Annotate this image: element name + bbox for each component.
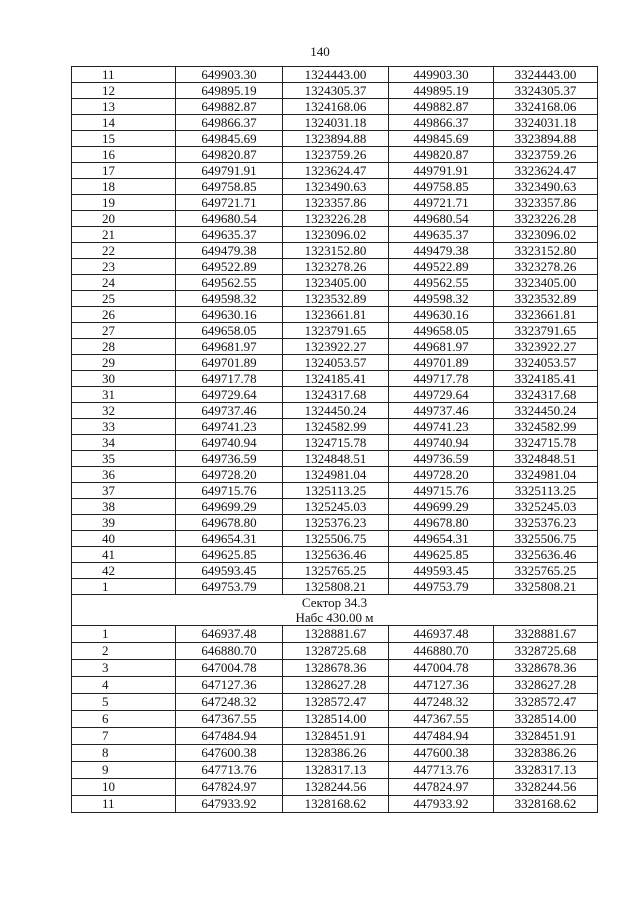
table-body-bottom <box>72 626 598 813</box>
table-row <box>72 626 598 643</box>
x-coordinate-cell: 649678.80 <box>176 515 283 531</box>
x-local-cell: 449895.19 <box>389 83 494 99</box>
x-coordinate-cell: 649740.94 <box>176 435 283 451</box>
x-coordinate-cell: 647600.38 <box>176 745 283 762</box>
y-coordinate-cell: 1324715.78 <box>283 435 389 451</box>
y-local-cell: 3325245.03 <box>494 499 598 515</box>
x-coordinate-cell: 649866.37 <box>176 115 283 131</box>
table-row <box>72 339 598 355</box>
table-row <box>72 83 598 99</box>
y-coordinate-cell: 1323532.89 <box>283 291 389 307</box>
y-coordinate-cell: 1323152.80 <box>283 243 389 259</box>
y-coordinate-cell: 1323894.88 <box>283 131 389 147</box>
point-number-cell: 9 <box>72 762 176 779</box>
y-coordinate-cell: 1323490.63 <box>283 179 389 195</box>
y-coordinate-cell: 1328168.62 <box>283 796 389 813</box>
x-local-cell: 449882.87 <box>389 99 494 115</box>
table-row <box>72 323 598 339</box>
table-row <box>72 762 598 779</box>
y-local-cell: 3328881.67 <box>494 626 598 643</box>
x-local-cell: 449728.20 <box>389 467 494 483</box>
x-coordinate-cell: 647127.36 <box>176 677 283 694</box>
x-coordinate-cell: 649715.76 <box>176 483 283 499</box>
y-local-cell: 3328386.26 <box>494 745 598 762</box>
y-coordinate-cell: 1328881.67 <box>283 626 389 643</box>
table-body-top <box>72 67 598 595</box>
x-coordinate-cell: 649681.97 <box>176 339 283 355</box>
x-local-cell: 449658.05 <box>389 323 494 339</box>
y-coordinate-cell: 1324305.37 <box>283 83 389 99</box>
point-number-cell: 3 <box>72 660 176 677</box>
point-number-cell: 6 <box>72 711 176 728</box>
y-local-cell: 3323357.86 <box>494 195 598 211</box>
x-local-cell: 449625.85 <box>389 547 494 563</box>
x-local-cell: 449630.16 <box>389 307 494 323</box>
table-row <box>72 779 598 796</box>
y-local-cell: 3325808.21 <box>494 579 598 595</box>
table-row <box>72 579 598 595</box>
y-coordinate-cell: 1325245.03 <box>283 499 389 515</box>
x-coordinate-cell: 647248.32 <box>176 694 283 711</box>
x-local-cell: 447484.94 <box>389 728 494 745</box>
x-local-cell: 447367.55 <box>389 711 494 728</box>
y-local-cell: 3328514.00 <box>494 711 598 728</box>
x-local-cell: 449678.80 <box>389 515 494 531</box>
y-coordinate-cell: 1323759.26 <box>283 147 389 163</box>
point-number-cell: 31 <box>72 387 176 403</box>
x-coordinate-cell: 649753.79 <box>176 579 283 595</box>
y-coordinate-cell: 1324317.68 <box>283 387 389 403</box>
x-local-cell: 449820.87 <box>389 147 494 163</box>
x-coordinate-cell: 649791.91 <box>176 163 283 179</box>
y-coordinate-cell: 1323405.00 <box>283 275 389 291</box>
table-row <box>72 275 598 291</box>
table-row <box>72 195 598 211</box>
y-coordinate-cell: 1324582.99 <box>283 419 389 435</box>
y-local-cell: 3323096.02 <box>494 227 598 243</box>
y-local-cell: 3328678.36 <box>494 660 598 677</box>
table-row <box>72 451 598 467</box>
x-local-cell: 449866.37 <box>389 115 494 131</box>
y-coordinate-cell: 1328725.68 <box>283 643 389 660</box>
x-coordinate-cell: 649717.78 <box>176 371 283 387</box>
y-coordinate-cell: 1324981.04 <box>283 467 389 483</box>
table-row <box>72 67 598 83</box>
y-local-cell: 3323922.27 <box>494 339 598 355</box>
y-local-cell: 3328451.91 <box>494 728 598 745</box>
point-number-cell: 11 <box>72 796 176 813</box>
table-row <box>72 643 598 660</box>
point-number-cell: 1 <box>72 579 176 595</box>
y-local-cell: 3324715.78 <box>494 435 598 451</box>
coordinates-table <box>71 66 598 813</box>
x-local-cell: 449562.55 <box>389 275 494 291</box>
x-local-cell: 447004.78 <box>389 660 494 677</box>
y-local-cell: 3323226.28 <box>494 211 598 227</box>
y-local-cell: 3328627.28 <box>494 677 598 694</box>
point-number-cell: 18 <box>72 179 176 195</box>
x-local-cell: 449736.59 <box>389 451 494 467</box>
x-coordinate-cell: 649729.64 <box>176 387 283 403</box>
y-local-cell: 3323405.00 <box>494 275 598 291</box>
point-number-cell: 41 <box>72 547 176 563</box>
y-local-cell: 3328317.13 <box>494 762 598 779</box>
y-coordinate-cell: 1323624.47 <box>283 163 389 179</box>
y-local-cell: 3328572.47 <box>494 694 598 711</box>
table-row <box>72 660 598 677</box>
table-row <box>72 387 598 403</box>
x-coordinate-cell: 649736.59 <box>176 451 283 467</box>
y-coordinate-cell: 1323357.86 <box>283 195 389 211</box>
x-coordinate-cell: 649845.69 <box>176 131 283 147</box>
table-row <box>72 179 598 195</box>
point-number-cell: 19 <box>72 195 176 211</box>
y-coordinate-cell: 1325636.46 <box>283 547 389 563</box>
point-number-cell: 23 <box>72 259 176 275</box>
table-row <box>72 131 598 147</box>
x-local-cell: 449715.76 <box>389 483 494 499</box>
y-coordinate-cell: 1323096.02 <box>283 227 389 243</box>
x-coordinate-cell: 649699.29 <box>176 499 283 515</box>
y-coordinate-cell: 1324185.41 <box>283 371 389 387</box>
y-local-cell: 3323624.47 <box>494 163 598 179</box>
y-local-cell: 3323791.65 <box>494 323 598 339</box>
x-local-cell: 449740.94 <box>389 435 494 451</box>
section-title: Сектор 34.3 <box>301 595 368 610</box>
x-coordinate-cell: 649721.71 <box>176 195 283 211</box>
x-coordinate-cell: 649598.32 <box>176 291 283 307</box>
point-number-cell: 2 <box>72 643 176 660</box>
x-coordinate-cell: 647004.78 <box>176 660 283 677</box>
y-local-cell: 3323759.26 <box>494 147 598 163</box>
point-number-cell: 1 <box>72 626 176 643</box>
point-number-cell: 8 <box>72 745 176 762</box>
x-coordinate-cell: 649903.30 <box>176 67 283 83</box>
y-coordinate-cell: 1324168.06 <box>283 99 389 115</box>
y-coordinate-cell: 1324450.24 <box>283 403 389 419</box>
y-local-cell: 3323661.81 <box>494 307 598 323</box>
y-local-cell: 3328244.56 <box>494 779 598 796</box>
x-local-cell: 446880.70 <box>389 643 494 660</box>
table-row <box>72 483 598 499</box>
y-coordinate-cell: 1325113.25 <box>283 483 389 499</box>
x-coordinate-cell: 649728.20 <box>176 467 283 483</box>
table-row <box>72 371 598 387</box>
x-coordinate-cell: 649630.16 <box>176 307 283 323</box>
y-local-cell: 3328725.68 <box>494 643 598 660</box>
y-coordinate-cell: 1324031.18 <box>283 115 389 131</box>
point-number-cell: 16 <box>72 147 176 163</box>
y-coordinate-cell: 1328451.91 <box>283 728 389 745</box>
table-row <box>72 467 598 483</box>
x-coordinate-cell: 649654.31 <box>176 531 283 547</box>
point-number-cell: 15 <box>72 131 176 147</box>
point-number-cell: 29 <box>72 355 176 371</box>
table-row <box>72 227 598 243</box>
point-number-cell: 40 <box>72 531 176 547</box>
x-local-cell: 449522.89 <box>389 259 494 275</box>
x-local-cell: 449635.37 <box>389 227 494 243</box>
x-coordinate-cell: 649635.37 <box>176 227 283 243</box>
x-coordinate-cell: 649741.23 <box>176 419 283 435</box>
x-local-cell: 446937.48 <box>389 626 494 643</box>
point-number-cell: 7 <box>72 728 176 745</box>
table-row <box>72 307 598 323</box>
y-coordinate-cell: 1328572.47 <box>283 694 389 711</box>
x-coordinate-cell: 647484.94 <box>176 728 283 745</box>
point-number-cell: 34 <box>72 435 176 451</box>
table-row <box>72 163 598 179</box>
x-local-cell: 447248.32 <box>389 694 494 711</box>
table-row <box>72 745 598 762</box>
y-local-cell: 3323278.26 <box>494 259 598 275</box>
y-coordinate-cell: 1328678.36 <box>283 660 389 677</box>
x-local-cell: 447713.76 <box>389 762 494 779</box>
table-row <box>72 435 598 451</box>
y-local-cell: 3328168.62 <box>494 796 598 813</box>
y-local-cell: 3325765.25 <box>494 563 598 579</box>
y-local-cell: 3325113.25 <box>494 483 598 499</box>
x-coordinate-cell: 649562.55 <box>176 275 283 291</box>
table-row <box>72 677 598 694</box>
x-coordinate-cell: 646937.48 <box>176 626 283 643</box>
point-number-cell: 10 <box>72 779 176 796</box>
section-row <box>72 595 598 626</box>
point-number-cell: 25 <box>72 291 176 307</box>
y-local-cell: 3324443.00 <box>494 67 598 83</box>
table-row <box>72 711 598 728</box>
x-local-cell: 449737.46 <box>389 403 494 419</box>
y-local-cell: 3323894.88 <box>494 131 598 147</box>
x-coordinate-cell: 647367.55 <box>176 711 283 728</box>
table-row <box>72 728 598 745</box>
table-row <box>72 291 598 307</box>
section-cell <box>72 595 598 626</box>
x-coordinate-cell: 649625.85 <box>176 547 283 563</box>
y-coordinate-cell: 1328317.13 <box>283 762 389 779</box>
y-local-cell: 3323152.80 <box>494 243 598 259</box>
point-number-cell: 27 <box>72 323 176 339</box>
y-local-cell: 3324317.68 <box>494 387 598 403</box>
y-coordinate-cell: 1328514.00 <box>283 711 389 728</box>
x-coordinate-cell: 649479.38 <box>176 243 283 259</box>
x-local-cell: 449598.32 <box>389 291 494 307</box>
x-coordinate-cell: 649820.87 <box>176 147 283 163</box>
point-number-cell: 42 <box>72 563 176 579</box>
x-coordinate-cell: 649701.89 <box>176 355 283 371</box>
point-number-cell: 28 <box>72 339 176 355</box>
x-coordinate-cell: 649895.19 <box>176 83 283 99</box>
x-local-cell: 449845.69 <box>389 131 494 147</box>
x-local-cell: 449699.29 <box>389 499 494 515</box>
table-row <box>72 531 598 547</box>
y-coordinate-cell: 1325376.23 <box>283 515 389 531</box>
y-coordinate-cell: 1325765.25 <box>283 563 389 579</box>
x-local-cell: 449741.23 <box>389 419 494 435</box>
x-local-cell: 447600.38 <box>389 745 494 762</box>
y-local-cell: 3324185.41 <box>494 371 598 387</box>
x-local-cell: 447127.36 <box>389 677 494 694</box>
x-coordinate-cell: 649522.89 <box>176 259 283 275</box>
y-coordinate-cell: 1324053.57 <box>283 355 389 371</box>
x-local-cell: 449791.91 <box>389 163 494 179</box>
table-row <box>72 115 598 131</box>
page-number: 140 <box>310 44 330 59</box>
y-coordinate-cell: 1328627.28 <box>283 677 389 694</box>
table-row <box>72 419 598 435</box>
table-row <box>72 147 598 163</box>
x-local-cell: 447933.92 <box>389 796 494 813</box>
table-row <box>72 243 598 259</box>
table-row <box>72 547 598 563</box>
y-coordinate-cell: 1325506.75 <box>283 531 389 547</box>
table-row <box>72 499 598 515</box>
y-local-cell: 3324848.51 <box>494 451 598 467</box>
x-local-cell: 449681.97 <box>389 339 494 355</box>
point-number-cell: 22 <box>72 243 176 259</box>
table-row <box>72 211 598 227</box>
point-number-cell: 24 <box>72 275 176 291</box>
y-local-cell: 3325506.75 <box>494 531 598 547</box>
point-number-cell: 5 <box>72 694 176 711</box>
point-number-cell: 33 <box>72 419 176 435</box>
x-local-cell: 449903.30 <box>389 67 494 83</box>
table-row <box>72 259 598 275</box>
point-number-cell: 20 <box>72 211 176 227</box>
y-local-cell: 3324450.24 <box>494 403 598 419</box>
x-local-cell: 447824.97 <box>389 779 494 796</box>
table-row <box>72 515 598 531</box>
x-local-cell: 449479.38 <box>389 243 494 259</box>
y-local-cell: 3325636.46 <box>494 547 598 563</box>
y-local-cell: 3324053.57 <box>494 355 598 371</box>
x-coordinate-cell: 649680.54 <box>176 211 283 227</box>
x-local-cell: 449753.79 <box>389 579 494 595</box>
y-coordinate-cell: 1323278.26 <box>283 259 389 275</box>
section-header <box>72 595 598 626</box>
table-row <box>72 563 598 579</box>
y-local-cell: 3324981.04 <box>494 467 598 483</box>
x-coordinate-cell: 647824.97 <box>176 779 283 796</box>
y-coordinate-cell: 1328244.56 <box>283 779 389 796</box>
point-number-cell: 35 <box>72 451 176 467</box>
point-number-cell: 13 <box>72 99 176 115</box>
table-row <box>72 403 598 419</box>
point-number-cell: 32 <box>72 403 176 419</box>
x-coordinate-cell: 646880.70 <box>176 643 283 660</box>
x-coordinate-cell: 649882.87 <box>176 99 283 115</box>
y-local-cell: 3323532.89 <box>494 291 598 307</box>
x-local-cell: 449680.54 <box>389 211 494 227</box>
point-number-cell: 36 <box>72 467 176 483</box>
y-local-cell: 3324582.99 <box>494 419 598 435</box>
y-coordinate-cell: 1323226.28 <box>283 211 389 227</box>
x-local-cell: 449729.64 <box>389 387 494 403</box>
point-number-cell: 37 <box>72 483 176 499</box>
x-local-cell: 449758.85 <box>389 179 494 195</box>
point-number-cell: 14 <box>72 115 176 131</box>
y-local-cell: 3324168.06 <box>494 99 598 115</box>
x-coordinate-cell: 649593.45 <box>176 563 283 579</box>
y-coordinate-cell: 1323791.65 <box>283 323 389 339</box>
x-local-cell: 449717.78 <box>389 371 494 387</box>
point-number-cell: 4 <box>72 677 176 694</box>
point-number-cell: 21 <box>72 227 176 243</box>
point-number-cell: 12 <box>72 83 176 99</box>
point-number-cell: 26 <box>72 307 176 323</box>
y-local-cell: 3325376.23 <box>494 515 598 531</box>
y-local-cell: 3324305.37 <box>494 83 598 99</box>
table-row <box>72 694 598 711</box>
x-local-cell: 449721.71 <box>389 195 494 211</box>
x-local-cell: 449593.45 <box>389 563 494 579</box>
y-coordinate-cell: 1328386.26 <box>283 745 389 762</box>
y-coordinate-cell: 1323922.27 <box>283 339 389 355</box>
x-coordinate-cell: 647713.76 <box>176 762 283 779</box>
y-local-cell: 3324031.18 <box>494 115 598 131</box>
y-coordinate-cell: 1324848.51 <box>283 451 389 467</box>
point-number-cell: 39 <box>72 515 176 531</box>
y-local-cell: 3323490.63 <box>494 179 598 195</box>
x-coordinate-cell: 649737.46 <box>176 403 283 419</box>
x-coordinate-cell: 649658.05 <box>176 323 283 339</box>
table-row <box>72 99 598 115</box>
x-local-cell: 449701.89 <box>389 355 494 371</box>
table-row <box>72 355 598 371</box>
point-number-cell: 17 <box>72 163 176 179</box>
section-subtitle: Набс 430.00 м <box>295 610 374 625</box>
y-coordinate-cell: 1325808.21 <box>283 579 389 595</box>
x-local-cell: 449654.31 <box>389 531 494 547</box>
point-number-cell: 11 <box>72 67 176 83</box>
y-coordinate-cell: 1323661.81 <box>283 307 389 323</box>
point-number-cell: 38 <box>72 499 176 515</box>
point-number-cell: 30 <box>72 371 176 387</box>
x-coordinate-cell: 647933.92 <box>176 796 283 813</box>
table-row <box>72 796 598 813</box>
y-coordinate-cell: 1324443.00 <box>283 67 389 83</box>
x-coordinate-cell: 649758.85 <box>176 179 283 195</box>
